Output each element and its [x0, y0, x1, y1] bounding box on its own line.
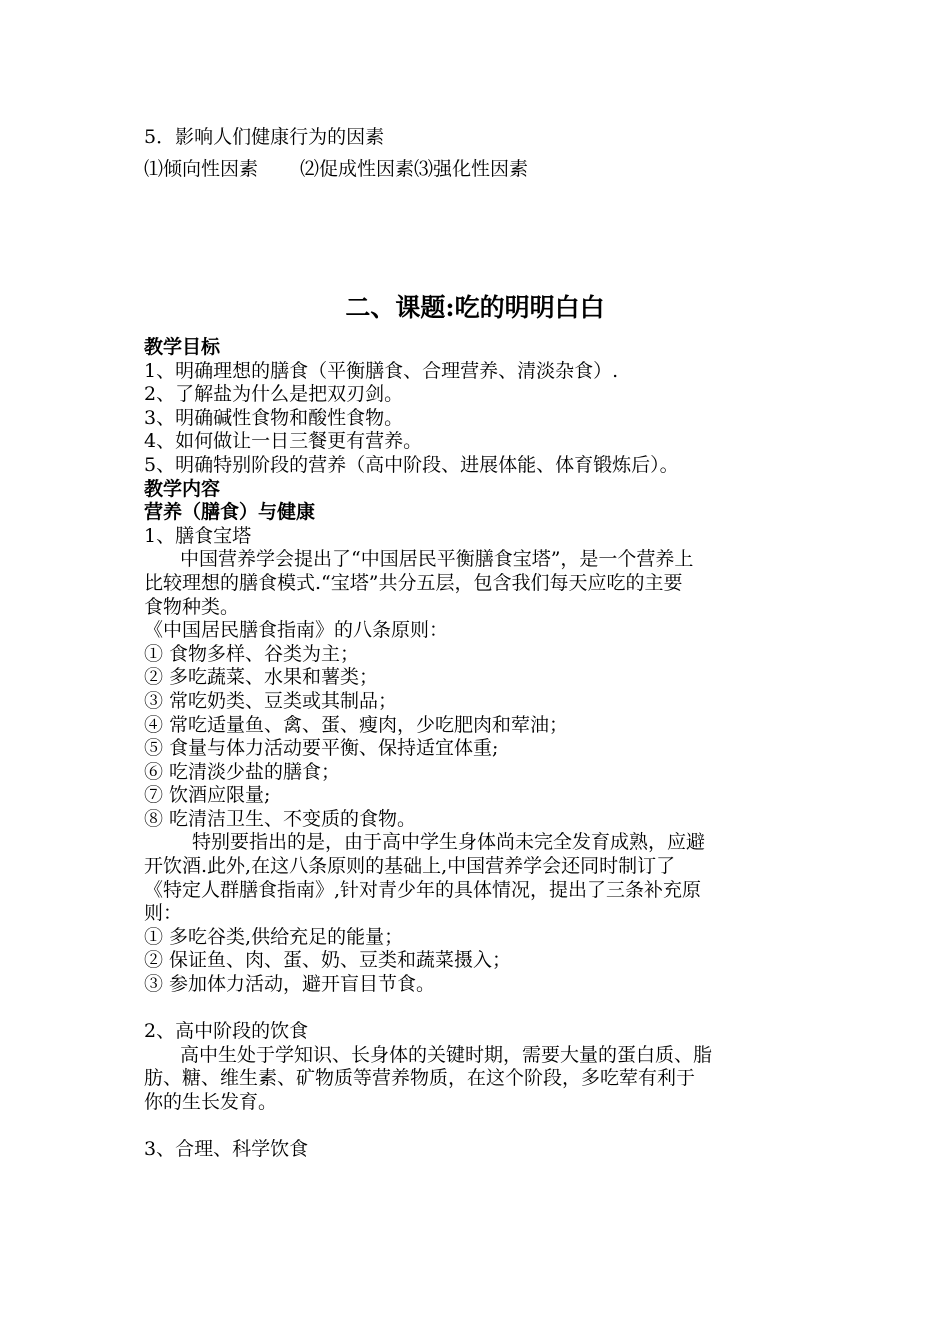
principle-item: ⑦ 饮酒应限量;	[144, 784, 271, 807]
principle-item: ④ 常吃适量鱼、禽、蛋、瘦肉，少吃肥肉和荤油；	[144, 713, 569, 736]
principle-item: ⑧ 吃清洁卫生、不变质的食物。	[144, 807, 417, 830]
section-1-para-line: 中国营养学会提出了“中国居民平衡膳食宝塔”，是一个营养上	[180, 548, 694, 571]
goal-item: 3、明确碱性食物和酸性食物。	[144, 406, 404, 429]
supplement-item: ③ 参加体力活动，避开盲目节食。	[144, 973, 436, 996]
factor-1: ⑴倾向性因素	[144, 158, 259, 180]
section-2-para-line: 高中生处于学知识、长身体的关键时期，需要大量的蛋白质、脂	[180, 1043, 713, 1066]
principle-item: ③ 常吃奶类、豆类或其制品；	[144, 689, 398, 712]
item5-title: 5．影响人们健康行为的因素	[144, 126, 385, 148]
factor-2: ⑵促成性因素	[300, 158, 415, 180]
goal-item: 4、如何做让一日三餐更有营养。	[144, 430, 423, 453]
goal-item: 5、明确特别阶段的营养（高中阶段、进展体能、体育锻炼后）。	[144, 453, 679, 476]
lesson-title: 二、课题:吃的明明白白	[345, 293, 605, 322]
factors-line	[144, 156, 528, 182]
supplement-item: ② 保证鱼、肉、蛋、奶、豆类和蔬菜摄入；	[144, 949, 512, 972]
section-1-title: 1、膳食宝塔	[144, 524, 252, 547]
principle-item: ⑥ 吃清淡少盐的膳食；	[144, 760, 341, 783]
principle-item: ② 多吃蔬菜、水果和薯类；	[144, 666, 379, 689]
section-1-para-line: 食物种类。	[144, 595, 240, 618]
content-subheading: 营养（膳食）与健康	[144, 501, 316, 524]
section-2-para-line: 肪、糖、维生素、矿物质等营养物质，在这个阶段，多吃荤有利于	[144, 1067, 696, 1090]
goal-item: 1、明确理想的膳食（平衡膳食、合理营养、清淡杂食）.	[144, 359, 619, 382]
note-para-line: 特别要指出的是，由于高中学生身体尚未完全发育成熟，应避	[192, 831, 706, 854]
section-3-title: 3、合理、科学饮食	[144, 1138, 309, 1161]
section-1-para-line: 比较理想的膳食模式.“宝塔”共分五层，包含我们每天应吃的主要	[144, 571, 683, 594]
section-2-title: 2、高中阶段的饮食	[144, 1020, 309, 1043]
supplement-item: ① 多吃谷类,供给充足的能量；	[144, 925, 404, 948]
factor-3: ⑶强化性因素	[414, 158, 529, 180]
content-heading: 教学内容	[144, 477, 221, 500]
principle-item: ① 食物多样、谷类为主；	[144, 642, 360, 665]
goals-heading: 教学目标	[144, 336, 221, 358]
principle-item: ⑤ 食量与体力活动要平衡、保持适宜体重;	[144, 737, 499, 760]
goal-item: 2、了解盐为什么是把双刃剑。	[144, 383, 404, 406]
blank-line	[144, 997, 810, 1021]
note-para-line: 开饮酒.此外,在这八条原则的基础上,中国营养学会还同时制订了	[144, 855, 676, 878]
lesson-body	[144, 336, 810, 1162]
guide-intro: 《中国居民膳食指南》的八条原则：	[144, 619, 449, 642]
note-para-line: 则：	[144, 902, 183, 925]
blank-line	[144, 1115, 810, 1139]
section-2-para-line: 你的生长发育。	[144, 1091, 278, 1113]
note-para-line: 《特定人群膳食指南》,针对青少年的具体情况，提出了三条补充原	[144, 878, 702, 901]
